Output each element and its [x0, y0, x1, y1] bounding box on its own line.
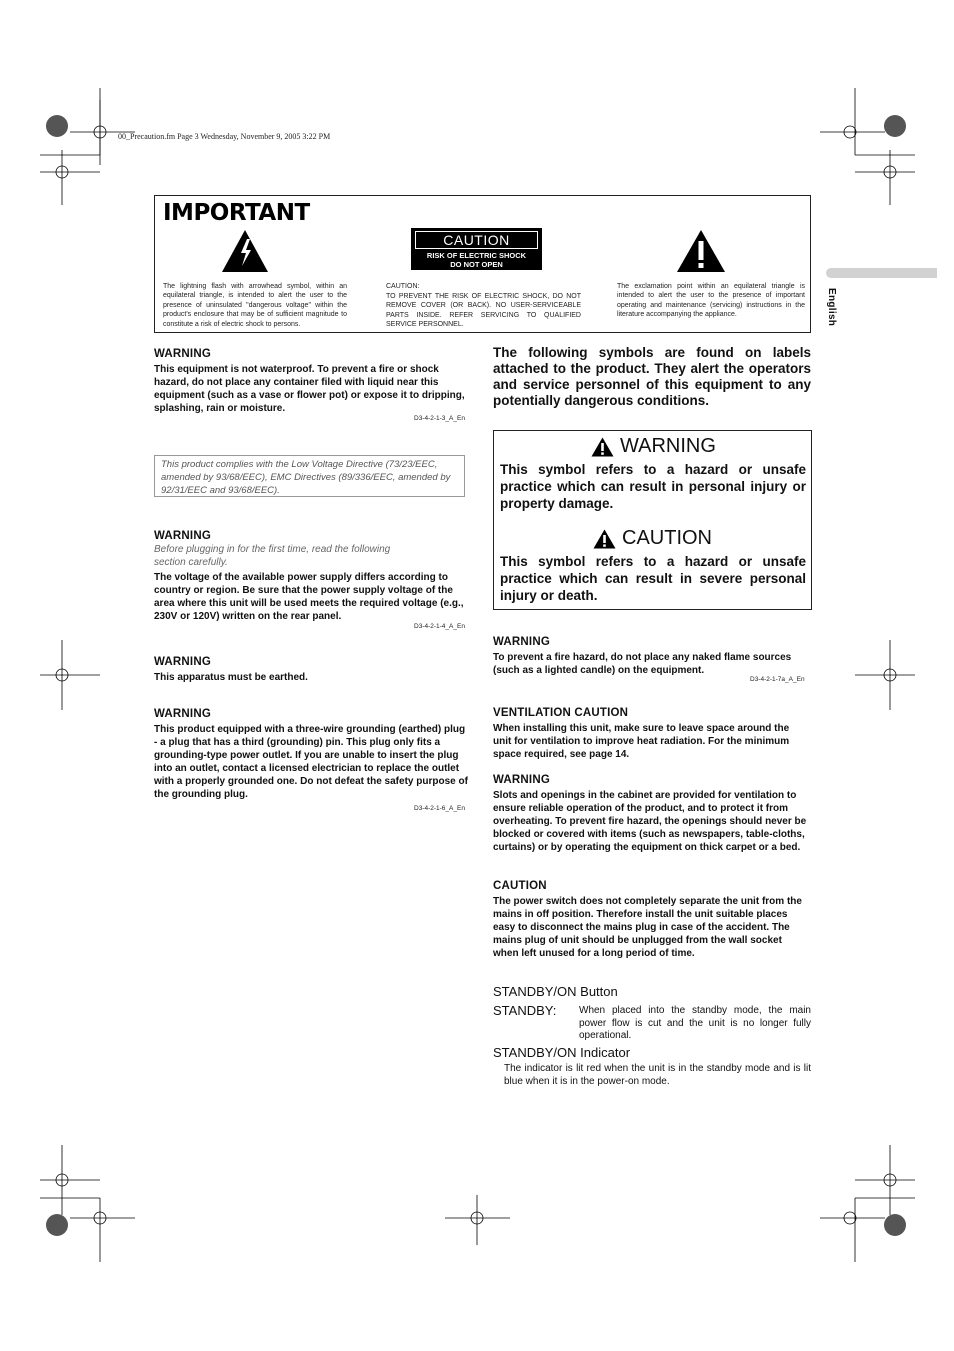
box-caution-heading — [593, 527, 712, 550]
box-warning-text: This symbol refers to a hazard or unsafe practice which can result in personal injury or property damage. — [500, 462, 806, 511]
exclamation-caption: The exclamation point within an equilateral triangle is intended to alert the user to the presence of important operating and maintenance (servicing) instructions in the literature accompanying the appliance. — [617, 283, 805, 319]
warning-heading-waterproof: WARNING — [154, 348, 211, 360]
code-voltage: D3-4-2-1-4_A_En — [414, 623, 465, 630]
caution-label-line1: RISK OF ELECTRIC SHOCK — [426, 251, 527, 260]
caution-caption-head: CAUTION: — [386, 283, 420, 290]
compliance-box — [154, 455, 465, 497]
standby-button-heading: STANDBY/ON Button — [493, 984, 618, 999]
box-caution-text: This symbol refers to a hazard or unsafe practice which can result in severe personal injury or death. — [500, 554, 806, 603]
warning-text-waterproof: This equipment is not waterproof. To prevent a fire or shock hazard, do not place any container filed with liquid near this equipment (such as a vase or flower pot) or expose it to dripping, splashing, rain or moisture. — [154, 364, 465, 414]
caution-label-top: CAUTION — [415, 231, 538, 249]
warning-heading-voltage: WARNING — [154, 530, 211, 542]
caution-text-power: The power switch does not completely separate the unit from the mains in off position. Therefore install the unit suitable places easy to disconnect the mains plug in case of the accident. The mains plug of unit should be unplugged from the wall socket when left unused for a long period of time. — [493, 896, 802, 959]
warning-text-openings: Slots and openings in the cabinet are provided for ventilation to ensure reliable operation of the product, and to protect it from overheating. To prevent fire hazard, the openings should never be blocked or covered with items (such as newspapers, table-cloths, curtains) or by operating the equipment on thick carpet or a bed. — [493, 790, 807, 853]
standby-label: STANDBY: — [493, 1003, 557, 1018]
box-caution-title: CAUTION — [622, 527, 712, 549]
file-header-line: 00_Precaution.fm Page 3 Wednesday, November 9, 2005 3:22 PM — [118, 132, 331, 141]
important-title: IMPORTANT — [163, 200, 310, 226]
code-flame: D3-4-2-1-7a_A_En — [750, 676, 805, 683]
warning-text-earthed: This apparatus must be earthed. — [154, 672, 308, 683]
caution-heading-power: CAUTION — [493, 880, 547, 892]
exclamation-triangle-icon — [676, 229, 726, 273]
compliance-text: This product complies with the Low Voltage Directive (73/23/EEC, amended by 93/68/EEC), EMC Directives (89/336/EEC, amended by 92/31/EEC and 93/68/EEC). — [161, 459, 451, 496]
box-warning-title: WARNING — [620, 435, 716, 457]
box-warning-heading — [591, 435, 716, 458]
code-grounding: D3-4-2-1-6_A_En — [414, 805, 465, 812]
caution-label-line2: DO NOT OPEN — [450, 260, 503, 269]
ventilation-heading: VENTILATION CAUTION — [493, 707, 629, 719]
warning-italic-voltage: Before plugging in for the first time, read the following section carefully. — [154, 544, 391, 568]
important-box — [154, 195, 811, 333]
symbols-intro: The following symbols are found on labels attached to the product. They alert the operators and service personnel of this equipment to any potentially dangerous conditions. — [493, 345, 811, 408]
caution-triangle-icon — [593, 529, 616, 549]
warning-heading-openings: WARNING — [493, 774, 550, 786]
warning-text-flame: To prevent a fire hazard, do not place any naked flame sources (such as a lighted candle) on the equipment. — [493, 652, 792, 676]
caution-shock-label — [411, 228, 542, 270]
lightning-caption: The lightning flash with arrowhead symbol, within an equilateral triangle, is intended to alert the user to the presence of uninsulated "dangerous voltage" within the product's enclosure that may be of sufficient magnitude to constitute a risk of electric shock to persons. — [163, 283, 347, 328]
language-tab-bar — [826, 268, 937, 278]
warning-heading-earthed: WARNING — [154, 656, 211, 668]
warning-triangle-icon — [591, 437, 614, 457]
warning-heading-grounding: WARNING — [154, 708, 211, 720]
caution-caption: TO PREVENT THE RISK OF ELECTRIC SHOCK, DO NOT REMOVE COVER (OR BACK). NO USER-SERVICEABLE PARTS INSIDE. REFER SERVICING TO QUALIFIED SERVICE PERSONNEL. — [386, 293, 581, 329]
warning-text-voltage: The voltage of the available power supply differs according to country or region. Be sure that the power supply voltage of the area where this unit will be used meets the required voltage (e.g., 230V or 120V) written on the rear panel. — [154, 572, 464, 622]
warning-caution-box — [493, 430, 812, 610]
standby-text: When placed into the standby mode, the main power flow is cut and the unit is no longer fully operational. — [579, 1005, 811, 1041]
code-waterproof: D3-4-2-1-3_A_En — [414, 415, 465, 422]
warning-text-grounding: This product equipped with a three-wire grounding (earthed) plug - a plug that has a third (grounding) pin. This plug only fits a grounding-type power outlet. If you are unable to insert the plug into an outlet, contact a licensed electrician to replace the outlet with a properly grounded one. Do not defeat the safety purpose of the grounding plug. — [154, 724, 468, 800]
language-tab-label: English — [826, 288, 837, 327]
indicator-text: The indicator is lit red when the unit is in the standby mode and is lit blue when it is in the power-on mode. — [504, 1063, 811, 1087]
standby-indicator-heading: STANDBY/ON Indicator — [493, 1045, 631, 1060]
lightning-triangle-icon — [221, 229, 269, 273]
ventilation-text: When installing this unit, make sure to leave space around the unit for ventilation to improve heat radiation. For the minimum space required, see page 14. — [493, 723, 790, 760]
warning-heading-flame: WARNING — [493, 636, 550, 648]
